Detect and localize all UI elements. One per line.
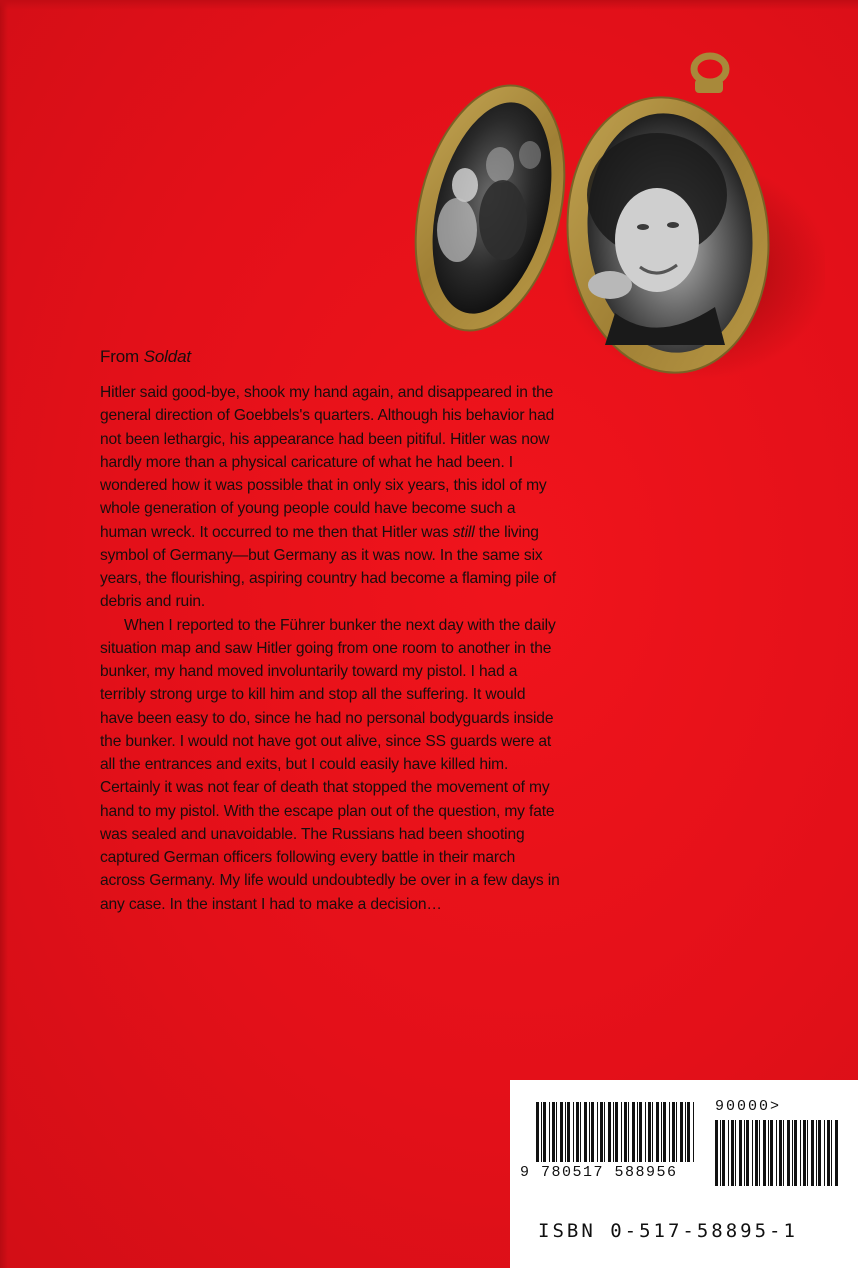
ean-bar bbox=[589, 1102, 590, 1162]
addon-bar bbox=[720, 1120, 721, 1186]
ean-bar bbox=[669, 1102, 670, 1162]
ean-bar bbox=[656, 1102, 659, 1162]
ean-bar bbox=[608, 1102, 611, 1162]
addon-bar bbox=[787, 1120, 790, 1186]
addon-bar bbox=[715, 1120, 718, 1186]
barcode-addon-digits: 90000> bbox=[715, 1098, 782, 1115]
addon-bar bbox=[807, 1120, 808, 1186]
ean-bar bbox=[556, 1102, 557, 1162]
ean-bar bbox=[549, 1102, 550, 1162]
addon-bar bbox=[722, 1120, 725, 1186]
locket-left-half bbox=[395, 70, 588, 346]
ean-bar bbox=[676, 1102, 677, 1162]
ean-bar bbox=[565, 1102, 566, 1162]
ean-bar bbox=[632, 1102, 635, 1162]
addon-bar bbox=[746, 1120, 749, 1186]
ean-bar bbox=[580, 1102, 581, 1162]
barcode-digits: 9 780517 588956 bbox=[520, 1164, 678, 1181]
ean-bar bbox=[600, 1102, 603, 1162]
addon-bar bbox=[759, 1120, 760, 1186]
excerpt-heading bbox=[100, 344, 560, 370]
paragraph-1-text-b: the living symbol of Germany—but Germany as it was now. In the same six years, the flourishing, aspiring country had become a flaming pile of debris and ruin. bbox=[100, 523, 556, 611]
ean-bar bbox=[687, 1102, 690, 1162]
isbn-number: ISBN 0-517-58895-1 bbox=[538, 1220, 798, 1242]
addon-bar bbox=[768, 1120, 769, 1186]
ean-bar bbox=[567, 1102, 570, 1162]
addon-bar bbox=[792, 1120, 793, 1186]
addon-bar bbox=[755, 1120, 758, 1186]
addon-bar bbox=[824, 1120, 825, 1186]
addon-bar bbox=[783, 1120, 784, 1186]
cover-top-shadow bbox=[0, 0, 858, 10]
book-excerpt bbox=[100, 344, 560, 916]
ean-bar bbox=[576, 1102, 579, 1162]
addon-bar bbox=[735, 1120, 736, 1186]
ean-bar bbox=[621, 1102, 622, 1162]
ean-bar bbox=[685, 1102, 686, 1162]
ean-bar bbox=[613, 1102, 614, 1162]
ean-bar bbox=[661, 1102, 662, 1162]
ean-bar bbox=[543, 1102, 546, 1162]
addon-bar bbox=[816, 1120, 817, 1186]
ean-bar bbox=[639, 1102, 642, 1162]
ean-bar bbox=[604, 1102, 605, 1162]
paragraph-1-text-a: Hitler said good-bye, shook my hand again, and disappeared in the general direction of Goebbels's quarters. Although his behavior had not been lethargic, his appearance had been pitiful. Hitler was now hardly more than a physical caricature of what he had been. I wondered how it was possible that in only six years, this idol of my whole generation of young people could have become such a human wreck. It occurred to me then that Hitler was bbox=[100, 384, 555, 541]
ean-bar bbox=[584, 1102, 587, 1162]
ean-bar bbox=[693, 1102, 694, 1162]
addon-bar bbox=[831, 1120, 832, 1186]
addon-bar bbox=[800, 1120, 801, 1186]
cover-edge-shadow bbox=[0, 0, 8, 1268]
ean-bar bbox=[628, 1102, 629, 1162]
addon-bar bbox=[827, 1120, 830, 1186]
addon-bar bbox=[739, 1120, 742, 1186]
ean-bar bbox=[652, 1102, 653, 1162]
addon-bar bbox=[752, 1120, 753, 1186]
excerpt-paragraph-1 bbox=[100, 381, 560, 614]
ean-bar bbox=[615, 1102, 618, 1162]
locket-bail bbox=[694, 56, 726, 93]
addon-bar bbox=[776, 1120, 777, 1186]
addon-bar bbox=[835, 1120, 838, 1186]
ean-bar bbox=[597, 1102, 598, 1162]
addon-bar bbox=[779, 1120, 782, 1186]
paragraph-1-italic: still bbox=[452, 523, 475, 541]
ean-bar bbox=[672, 1102, 675, 1162]
addon-bar bbox=[811, 1120, 814, 1186]
ean-bar bbox=[560, 1102, 563, 1162]
ean-bar bbox=[648, 1102, 651, 1162]
ean-bar bbox=[536, 1102, 539, 1162]
ean-bar bbox=[591, 1102, 594, 1162]
ean-bar bbox=[663, 1102, 666, 1162]
ean-bar bbox=[645, 1102, 646, 1162]
barcode-panel bbox=[510, 1080, 858, 1268]
ean-bar bbox=[680, 1102, 683, 1162]
ean-bar bbox=[624, 1102, 627, 1162]
addon-bar bbox=[818, 1120, 821, 1186]
ean-bar bbox=[637, 1102, 638, 1162]
addon-bar bbox=[803, 1120, 806, 1186]
ean-bar bbox=[541, 1102, 542, 1162]
addon-bar bbox=[731, 1120, 734, 1186]
ean-bar bbox=[573, 1102, 574, 1162]
addon-bar bbox=[728, 1120, 729, 1186]
addon-bar bbox=[794, 1120, 797, 1186]
addon-bar bbox=[744, 1120, 745, 1186]
source-title: Soldat bbox=[143, 347, 191, 366]
from-label: From bbox=[100, 347, 144, 366]
excerpt-paragraph-2: When I reported to the Führer bunker the next day with the daily situation map and saw Hitler going from one room to another in the bunker, my hand moved involuntarily toward my pistol. I had a terribly strong urge to kill him and stop all the suffering. It would have been easy to do, since he had no personal bodyguards inside the bunker. I would not have got out alive, since SS guards were at all the entrances and exits, but I could easily have killed him. Certainly it was not fear of death that stopped the movement of my hand to my pistol. With the escape plan out of the question, my fate was sealed and unavoidable. The Russians had been shooting captured German officers following every battle in their march across Germany. My life would undoubtedly be over in a few days in any case. In the instant I had to make a decision… bbox=[100, 616, 560, 913]
addon-bar bbox=[763, 1120, 766, 1186]
ean-bar bbox=[552, 1102, 555, 1162]
addon-bar bbox=[770, 1120, 773, 1186]
